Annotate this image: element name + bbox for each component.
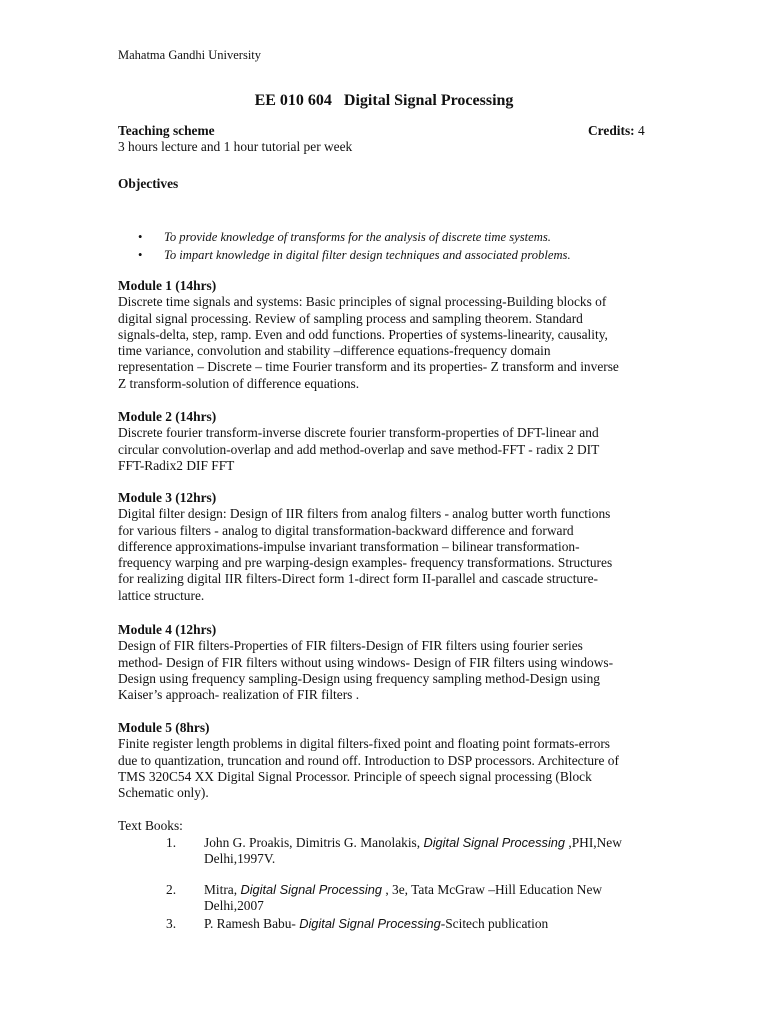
textbooks-heading: Text Books: xyxy=(118,818,183,833)
teaching-hours: 3 hours lecture and 1 hour tutorial per week xyxy=(118,139,353,154)
module-body: Discrete fourier transform-inverse discrete fourier transform-properties of DFT-linear and circular convolution-overlap and add method-overlap and save method-FFT - radix 2 DIT FFT-Radix2 DIF FFT xyxy=(118,425,600,473)
textbook-number: 2. xyxy=(166,882,177,897)
bullet-icon: • xyxy=(138,230,143,244)
module-heading: Module 4 (12hrs) xyxy=(118,622,217,637)
module-heading: Module 5 (8hrs) xyxy=(118,720,210,735)
textbook-title: Digital Signal Processing xyxy=(423,835,566,850)
textbook-title: Digital Signal Processing xyxy=(240,882,382,897)
textbook-publisher: ,PHI,New Delhi,1997V. xyxy=(204,835,622,867)
textbook-authors: P. Ramesh Babu- xyxy=(204,916,300,931)
module-2 xyxy=(118,409,658,474)
textbook-citation xyxy=(204,835,659,868)
module-3 xyxy=(118,490,658,604)
textbook-authors: Mitra, xyxy=(204,882,241,897)
module-heading: Module 3 (12hrs) xyxy=(118,490,217,505)
course-name: Digital Signal Processing xyxy=(343,92,514,109)
textbook-title: Digital Signal Processing xyxy=(299,916,441,931)
credits-label: Credits: xyxy=(588,123,635,138)
textbook-authors: John G. Proakis, Dimitris G. Manolakis, xyxy=(204,835,424,850)
module-4 xyxy=(118,622,658,703)
module-body: Discrete time signals and systems: Basic principles of signal processing-Building blocks of digital signal processing. Review of sampling process and sampling theorem. Standard signals-delta, step, ramp. Even and odd functions. Properties of systems-linearity, causality, time variance, convolution and stability –difference equations-frequency domain representation – Discrete – time Fourier transform and its properties- Z transform and inverse Z transform-solution of difference equations. xyxy=(118,294,619,391)
objective-item xyxy=(138,246,571,264)
module-body: Digital filter design: Design of IIR filters from analog filters - analog butter worth functions for various filters - analog to digital transformation-backward difference and forward difference approximations-impulse invariant transformation – bilinear transformation- frequency warping and pre warping-design examples- frequency transformations. Structures for realizing digital IIR filters-Direct form 1-direct form II-parallel and cascade structure- lattice structure. xyxy=(118,506,613,603)
teaching-scheme-heading: Teaching scheme xyxy=(118,123,215,138)
module-5 xyxy=(118,720,658,801)
objectives-list xyxy=(138,228,571,264)
module-body: Design of FIR filters-Properties of FIR filters-Design of FIR filters using fourier series method- Design of FIR filters without using windows- Design of FIR filters using windows- Design using frequency sampling-Design using frequency sampling method-Design using Kaiser’s approach- realization of FIR filters . xyxy=(118,638,614,703)
bullet-icon: • xyxy=(138,248,143,262)
course-title xyxy=(0,93,768,109)
textbook-citation xyxy=(204,916,659,932)
objective-item xyxy=(138,228,571,246)
textbook-number: 1. xyxy=(166,835,177,850)
textbook-number: 3. xyxy=(166,916,177,931)
textbook-citation xyxy=(204,882,659,915)
objective-text: To impart knowledge in digital filter design techniques and associated problems. xyxy=(164,248,571,262)
module-1 xyxy=(118,278,658,392)
university-name: Mahatma Gandhi University xyxy=(118,48,262,62)
objectives-heading: Objectives xyxy=(118,176,179,191)
textbook-publisher: , 3e, Tata McGraw –Hill Education New Delhi,2007 xyxy=(204,882,603,914)
module-heading: Module 1 (14hrs) xyxy=(118,278,217,293)
credits xyxy=(588,123,645,139)
course-code: EE 010 604 xyxy=(254,92,332,109)
objective-text: To provide knowledge of transforms for the analysis of discrete time systems. xyxy=(164,230,551,244)
credits-value: 4 xyxy=(637,123,645,138)
module-body: Finite register length problems in digital filters-fixed point and floating point formats-errors due to quantization, truncation and round off. Introduction to DSP processors. Architecture of TMS 320C54 XX Digital Signal Processor. Principle of speech signal processing (Block Schematic only). xyxy=(118,736,619,801)
module-heading: Module 2 (14hrs) xyxy=(118,409,217,424)
textbook-publisher: -Scitech publication xyxy=(440,916,549,931)
